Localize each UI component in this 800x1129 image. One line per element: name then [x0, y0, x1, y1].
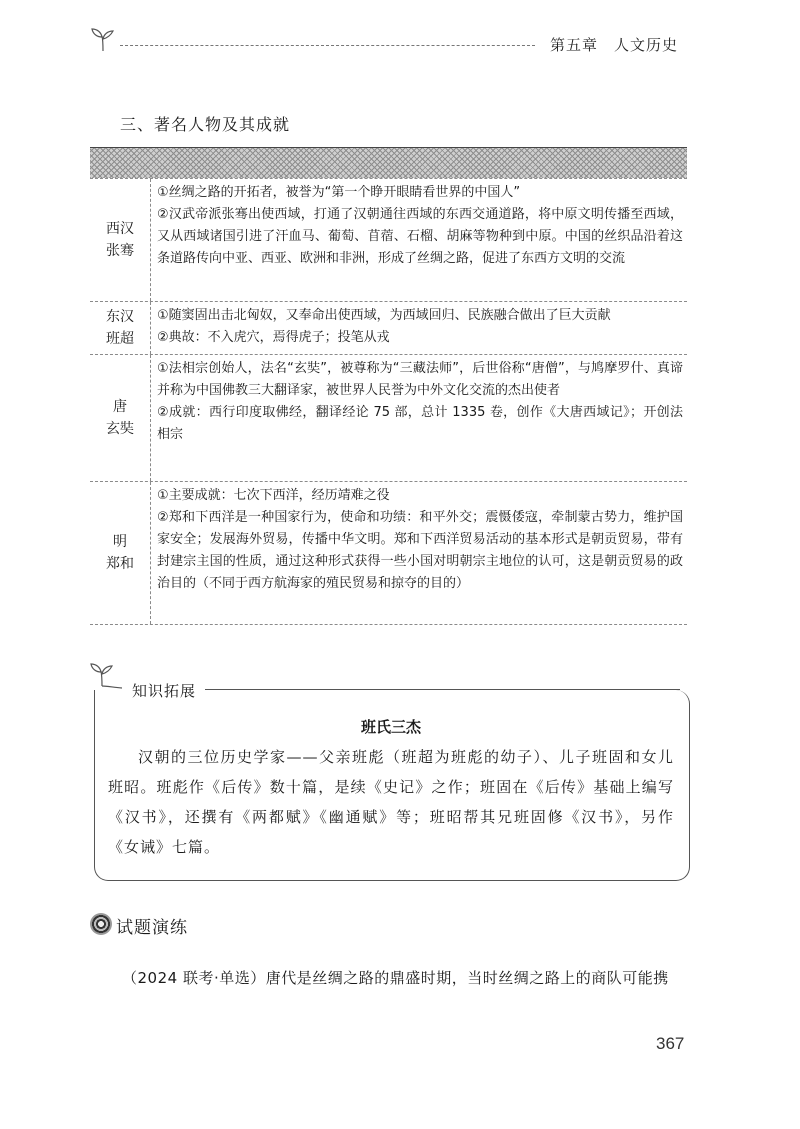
achievement-line: ①随窦固出击北匈奴，又奉命出使西域，为西域回归、民族融合做出了巨大贡献: [157, 308, 611, 323]
achievement-text: [151, 482, 687, 624]
header-rule: [120, 45, 535, 46]
table-row: [90, 354, 687, 481]
person-name-line: 张骞: [106, 243, 134, 259]
exercise-question: （2024 联考·单选）唐代是丝绸之路的鼎盛时期，当时丝绸之路上的商队可能携: [122, 969, 669, 987]
section-title: 三、著名人物及其成就: [120, 115, 291, 134]
person-name: [90, 355, 151, 481]
sprout-icon: [88, 656, 122, 690]
table-row: [90, 481, 687, 625]
knowledge-box-top-rule: [205, 689, 680, 690]
exercise-title: 试题演练: [116, 918, 188, 938]
chapter-title: 第五章 人文历史: [550, 36, 679, 54]
page-number: 367: [656, 1034, 685, 1053]
achievement-line: ②成就：西行印度取佛经，翻译经论 75 部，总计 1335 卷，创作《大唐西域记》；开创法相宗: [157, 405, 683, 442]
achievement-line: ②汉武帝派张骞出使西域，打通了汉朝通往西域的东西交通道路，将中原文明传播至西域，又从西域诸国引进了汗血马、葡萄、苜蓿、石榴、胡麻等物种到中原。中国的丝织品沿着这条道路传向中亚、西亚、欧洲和非洲，形成了丝绸之路，促进了东西方文明的交流: [157, 207, 683, 266]
achievement-line: ②典故：不入虎穴，焉得虎子；投笔从戎: [157, 330, 390, 345]
table-row: [90, 178, 687, 301]
person-name: [90, 179, 151, 301]
person-name: [90, 482, 151, 624]
table-header-band: [90, 147, 687, 178]
achievement-line: ①丝绸之路的开拓者，被誉为“第一个睁开眼睛看世界的中国人”: [157, 185, 521, 200]
person-name-line: 唐: [113, 399, 127, 415]
knowledge-title: 班氏三杰: [360, 718, 421, 736]
knowledge-label: 知识拓展: [128, 680, 200, 701]
gear-badge-icon: [90, 913, 112, 935]
knowledge-paragraph: 汉朝的三位历史学家——父亲班彪（班超为班彪的幼子）、儿子班固和女儿班昭。班彪作《后传》数十篇，是续《史记》之作；班固在《后传》基础上编写《汉书》，还撰有《两都赋》《幽通赋》等；班昭帮其兄班固修《汉书》，另作《女诫》七篇。: [108, 748, 674, 856]
person-name: [90, 302, 151, 354]
person-name-line: 郑和: [106, 556, 134, 572]
person-name-line: 明: [113, 534, 127, 550]
achievement-line: ①法相宗创始人，法名“玄奘”，被尊称为“三藏法师”，后世俗称“唐僧”，与鸠摩罗什、真谛并称为中国佛教三大翻译家，被世界人民誉为中外文化交流的杰出使者: [157, 361, 683, 398]
sprout-icon: [88, 26, 118, 52]
person-name-line: 东汉: [106, 309, 134, 325]
achievement-text: [151, 355, 687, 481]
knowledge-body: [108, 742, 674, 862]
person-name-line: 班超: [106, 331, 134, 347]
achievement-line: ①主要成就：七次下西洋，经历靖难之役: [157, 488, 390, 503]
table-row: [90, 301, 687, 354]
person-name-line: 玄奘: [106, 421, 134, 437]
achievement-line: ②郑和下西洋是一种国家行为，使命和功绩：和平外交；震慑倭寇，牵制蒙古势力，维护国家安全；发展海外贸易，传播中华文明。郑和下西洋贸易活动的基本形式是朝贡贸易，带有封建宗主国的性质，通过这种形式获得一些小国对明朝宗主地位的认可，这是朝贡贸易的政治目的（不同于西方航海家的殖民贸易和掠夺的目的）: [157, 510, 683, 591]
figures-table: [90, 147, 687, 625]
person-name-line: 西汉: [106, 221, 134, 237]
achievement-text: [151, 179, 687, 301]
achievement-text: [151, 302, 687, 354]
